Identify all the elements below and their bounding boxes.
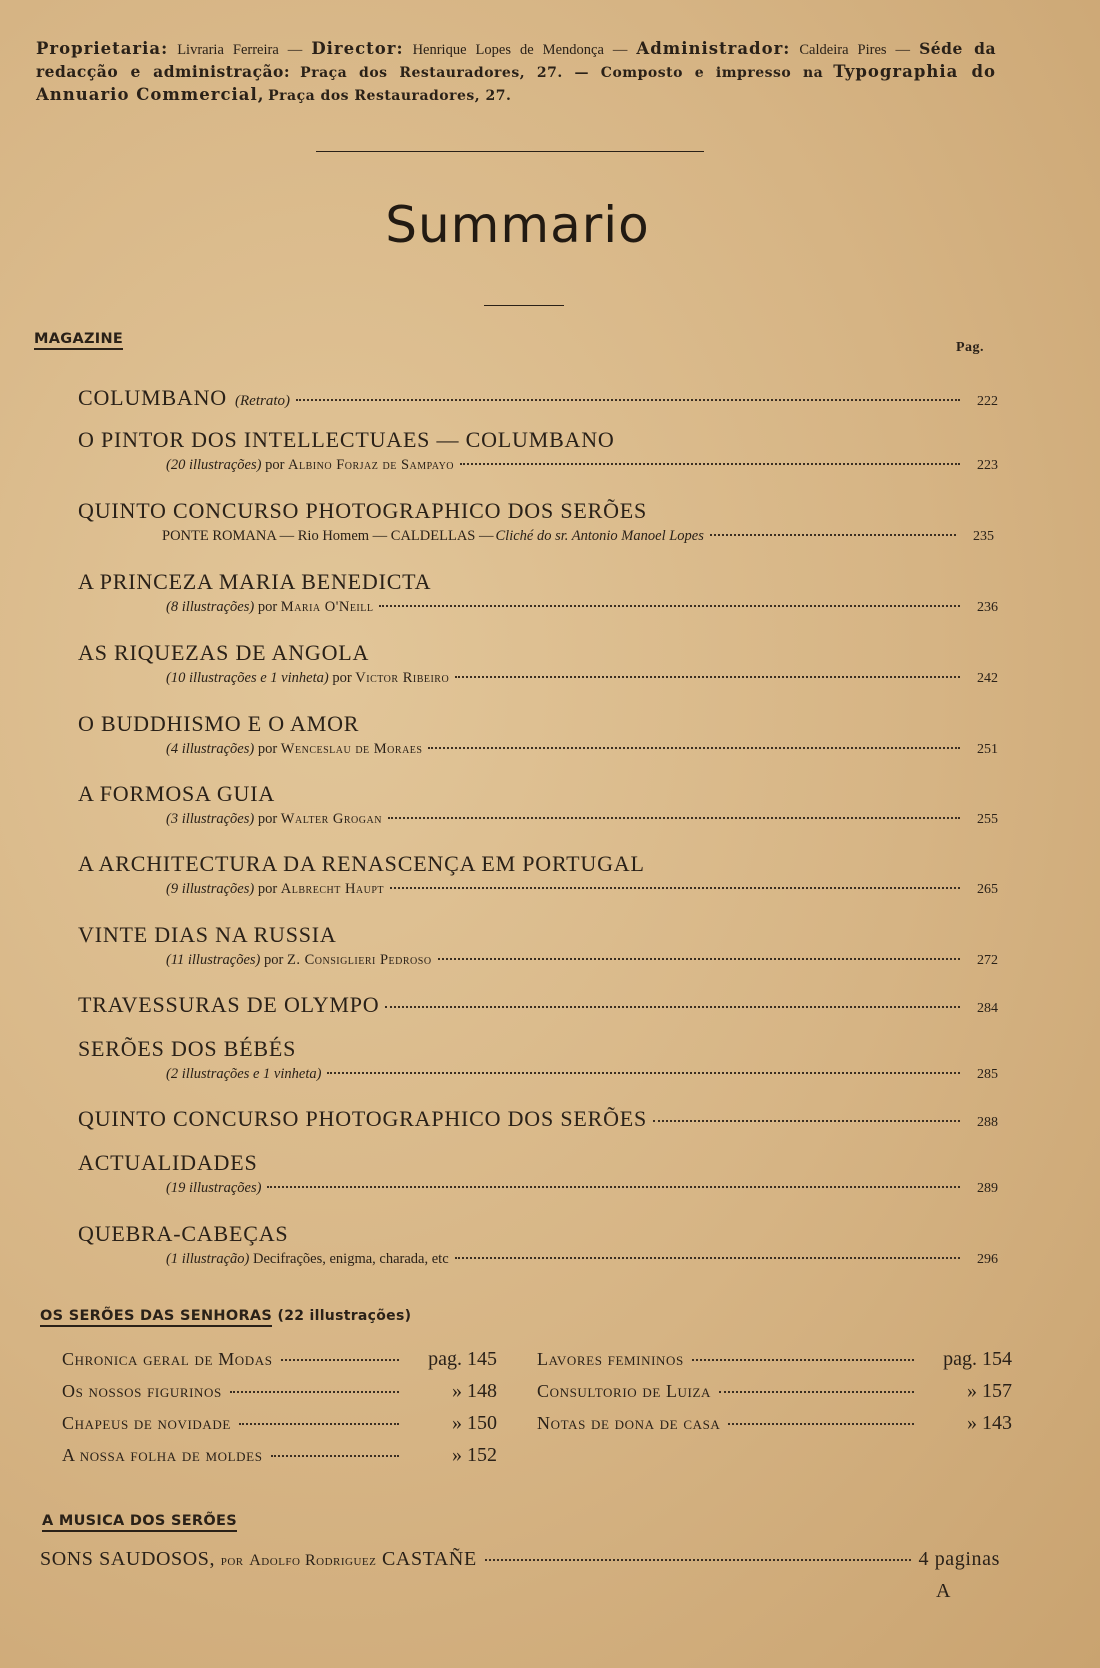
senhoras-heading-text: OS SERÕES DAS SENHORAS xyxy=(40,1308,272,1327)
entry-illustrations: (19 illustrações) xyxy=(166,1180,262,1196)
dot-leader xyxy=(692,1359,914,1361)
musica-title: SONS SAUDOSOS, xyxy=(40,1548,216,1570)
entry-page: 251 xyxy=(977,742,998,757)
magazine-heading xyxy=(34,331,123,347)
toc-entry[interactable] xyxy=(78,781,998,832)
entry-page: 265 xyxy=(977,882,998,897)
senhoras-item[interactable] xyxy=(62,1380,537,1403)
entry-by: por xyxy=(265,457,285,473)
dot-leader xyxy=(460,463,960,465)
dot-leader xyxy=(390,887,960,889)
entry-illustrations: (2 illustrações e 1 vinheta) xyxy=(166,1066,322,1082)
senhoras-index xyxy=(62,1348,1012,1476)
entry-by: por xyxy=(332,670,352,686)
musica-por: por xyxy=(220,1552,244,1569)
entry-illustrations: (9 illustrações) xyxy=(166,881,255,897)
dot-leader xyxy=(271,1455,399,1457)
senhoras-row xyxy=(62,1444,1012,1476)
entry-note: (Retrato) xyxy=(235,393,290,409)
toc-entry[interactable] xyxy=(78,851,998,902)
toc-entry[interactable] xyxy=(78,498,998,549)
entry-title: TRAVESSURAS DE OLYMPO xyxy=(78,992,380,1017)
dot-leader xyxy=(719,1391,914,1393)
entry-illustrations: (20 illustrações) xyxy=(166,457,262,473)
entry-title: ACTUALIDADES xyxy=(78,1150,258,1175)
dot-leader xyxy=(379,605,960,607)
director-value: Henrique Lopes de Mendonça — xyxy=(412,42,628,58)
pag-column-header: Pag. xyxy=(956,340,985,355)
entry-page: 288 xyxy=(977,1115,998,1130)
typographia-value: Praça dos Restauradores, 27. xyxy=(268,88,512,104)
entry-page: 285 xyxy=(977,1067,998,1082)
item-label: Consultorio de Luiza xyxy=(537,1381,712,1401)
entry-title: O BUDDHISMO E O AMOR xyxy=(78,711,360,736)
dot-leader xyxy=(653,1120,960,1122)
dot-leader xyxy=(296,399,960,401)
entry-title: A ARCHITECTURA DA RENASCENÇA EM PORTUGAL xyxy=(78,851,645,876)
toc-entry[interactable] xyxy=(78,1150,998,1201)
entry-title: A FORMOSA GUIA xyxy=(78,781,276,806)
entry-illustrations: (4 illustrações) xyxy=(166,741,255,757)
toc-entry[interactable] xyxy=(78,922,998,973)
entry-page: 255 xyxy=(977,812,998,827)
item-label: Chapeus de novidade xyxy=(62,1413,231,1433)
dot-leader xyxy=(327,1072,960,1074)
entry-author: Walter Grogan xyxy=(280,811,382,827)
entry-title: COLUMBANO xyxy=(78,385,227,410)
dot-leader xyxy=(239,1423,399,1425)
entry-cliche: Cliché do sr. Antonio Manoel Lopes xyxy=(495,528,704,544)
entry-title: VINTE DIAS NA RUSSIA xyxy=(78,922,337,947)
administrador-value: Caldeira Pires — xyxy=(799,42,911,58)
entry-page: 296 xyxy=(977,1252,998,1267)
proprietaria-value: Livraria Ferreira — xyxy=(177,42,303,58)
dot-leader xyxy=(455,676,960,678)
musica-author-surname: CASTAÑE xyxy=(381,1548,477,1570)
item-label: Notas de dona de casa xyxy=(537,1413,721,1433)
entry-title: O PINTOR DOS INTELLECTUAES — COLUMBANO xyxy=(78,427,615,452)
dot-leader xyxy=(455,1257,960,1259)
top-divider xyxy=(316,151,704,152)
dot-leader xyxy=(388,817,960,819)
entry-author: Maria O'Neill xyxy=(280,599,374,615)
toc-entry[interactable] xyxy=(78,640,998,691)
entry-author: Victor Ribeiro xyxy=(355,670,450,686)
director-label: Director: xyxy=(311,39,404,58)
signature-mark: A xyxy=(936,1580,951,1602)
senhoras-row xyxy=(62,1380,1012,1412)
musica-heading xyxy=(42,1513,237,1529)
item-ref: pag. 154 xyxy=(943,1348,1012,1370)
sede-value: Praça dos Restauradores, 27. — Composto e impresso na xyxy=(300,65,824,81)
entry-title: SERÕES DOS BÉBÉS xyxy=(78,1036,297,1061)
entry-by: por xyxy=(264,952,284,968)
dot-leader xyxy=(485,1559,911,1561)
toc-entry[interactable] xyxy=(78,992,998,1018)
entry-illustrations: (11 illustrações) xyxy=(166,952,261,968)
senhoras-item[interactable] xyxy=(537,1412,1012,1435)
dot-leader xyxy=(710,534,956,536)
item-ref: » 148 xyxy=(452,1380,497,1402)
toc-entry[interactable] xyxy=(78,1036,998,1087)
musica-pages: 4 paginas xyxy=(918,1548,1000,1570)
page-title: Summario xyxy=(385,196,650,254)
senhoras-item[interactable] xyxy=(537,1348,1012,1371)
entry-author: Albrecht Haupt xyxy=(280,881,385,897)
toc-entry[interactable] xyxy=(78,1221,998,1272)
entry-illustrations: (3 illustrações) xyxy=(166,811,255,827)
entry-description: Decifrações, enigma, charada, etc xyxy=(253,1251,449,1267)
dot-leader xyxy=(428,747,960,749)
senhoras-row xyxy=(62,1412,1012,1444)
entry-illustrations: (10 illustrações e 1 vinheta) xyxy=(166,670,329,686)
dot-leader xyxy=(267,1186,960,1188)
title-divider xyxy=(484,305,564,306)
entry-page: 272 xyxy=(977,953,998,968)
musica-entry[interactable] xyxy=(40,1548,1000,1571)
typographia-label: Typographia do Annuario Commercial, xyxy=(36,62,997,104)
entry-illustrations: (1 illustração) xyxy=(166,1251,250,1267)
entry-by: por xyxy=(257,599,278,615)
item-ref: » 150 xyxy=(452,1412,497,1434)
senhoras-item[interactable] xyxy=(537,1380,1012,1403)
senhoras-item[interactable] xyxy=(62,1444,537,1467)
item-ref: » 157 xyxy=(967,1380,1012,1402)
toc-entry[interactable] xyxy=(78,569,998,620)
proprietaria-label: Proprietaria: xyxy=(36,39,169,58)
entry-page: 289 xyxy=(977,1181,998,1196)
entry-by: por xyxy=(257,811,278,827)
item-ref: » 143 xyxy=(967,1412,1012,1434)
magazine-heading-text: MAGAZINE xyxy=(34,331,123,350)
toc-entry[interactable] xyxy=(78,711,998,762)
musica-author: Adolfo Rodriguez xyxy=(249,1552,377,1569)
item-ref: » 152 xyxy=(452,1444,497,1466)
entry-title: A PRINCEZA MARIA BENEDICTA xyxy=(78,569,432,594)
administrador-label: Administrador: xyxy=(636,39,791,58)
musica-heading-text: A MUSICA DOS SERÕES xyxy=(42,1513,237,1532)
entry-author: Wenceslau de Moraes xyxy=(280,741,423,757)
entry-title: QUINTO CONCURSO PHOTOGRAPHICO DOS SERÕES xyxy=(78,1106,648,1131)
item-label: Lavores femininos xyxy=(537,1349,684,1369)
entry-page: 236 xyxy=(977,600,998,615)
toc-entry[interactable] xyxy=(78,427,998,478)
item-label: A nossa folha de moldes xyxy=(62,1445,263,1465)
entry-page: 222 xyxy=(977,394,998,409)
entry-page: 284 xyxy=(977,1001,998,1016)
dot-leader xyxy=(385,1006,960,1008)
senhoras-item[interactable] xyxy=(62,1412,537,1435)
entry-author: Albino Forjaz de Sampayo xyxy=(288,457,455,473)
senhoras-item[interactable] xyxy=(62,1348,537,1371)
senhoras-row xyxy=(62,1348,1012,1380)
senhoras-heading xyxy=(40,1308,411,1324)
entry-title: QUINTO CONCURSO PHOTOGRAPHICO DOS SERÕES xyxy=(78,498,648,523)
dot-leader xyxy=(281,1359,399,1361)
dot-leader xyxy=(728,1423,914,1425)
entry-title: AS RIQUEZAS DE ANGOLA xyxy=(78,640,370,665)
item-ref: pag. 145 xyxy=(428,1348,497,1370)
toc-entry[interactable] xyxy=(78,1106,998,1132)
entry-title: QUEBRA-CABEÇAS xyxy=(78,1221,289,1246)
entry-page: 242 xyxy=(977,671,998,686)
item-label: Chronica geral de Modas xyxy=(62,1349,273,1369)
entry-author: Z. Consiglieri Pedroso xyxy=(286,952,432,968)
imprint-block xyxy=(36,38,996,107)
item-label: Os nossos figurinos xyxy=(62,1381,222,1401)
entry-illustrations: (8 illustrações) xyxy=(166,599,255,615)
entry-by: por xyxy=(257,881,278,897)
entry-page: 235 xyxy=(973,529,994,544)
dot-leader xyxy=(230,1391,399,1393)
entry-caption: PONTE ROMANA — Rio Homem — CALDELLAS — xyxy=(162,528,494,544)
sede-label: Séde da redacção e administração: xyxy=(36,39,996,81)
entry-by: por xyxy=(257,741,278,757)
entry-page: 223 xyxy=(977,458,998,473)
dot-leader xyxy=(438,958,960,960)
senhoras-subheading: (22 illustrações) xyxy=(277,1308,412,1324)
toc-entry[interactable] xyxy=(78,385,998,411)
